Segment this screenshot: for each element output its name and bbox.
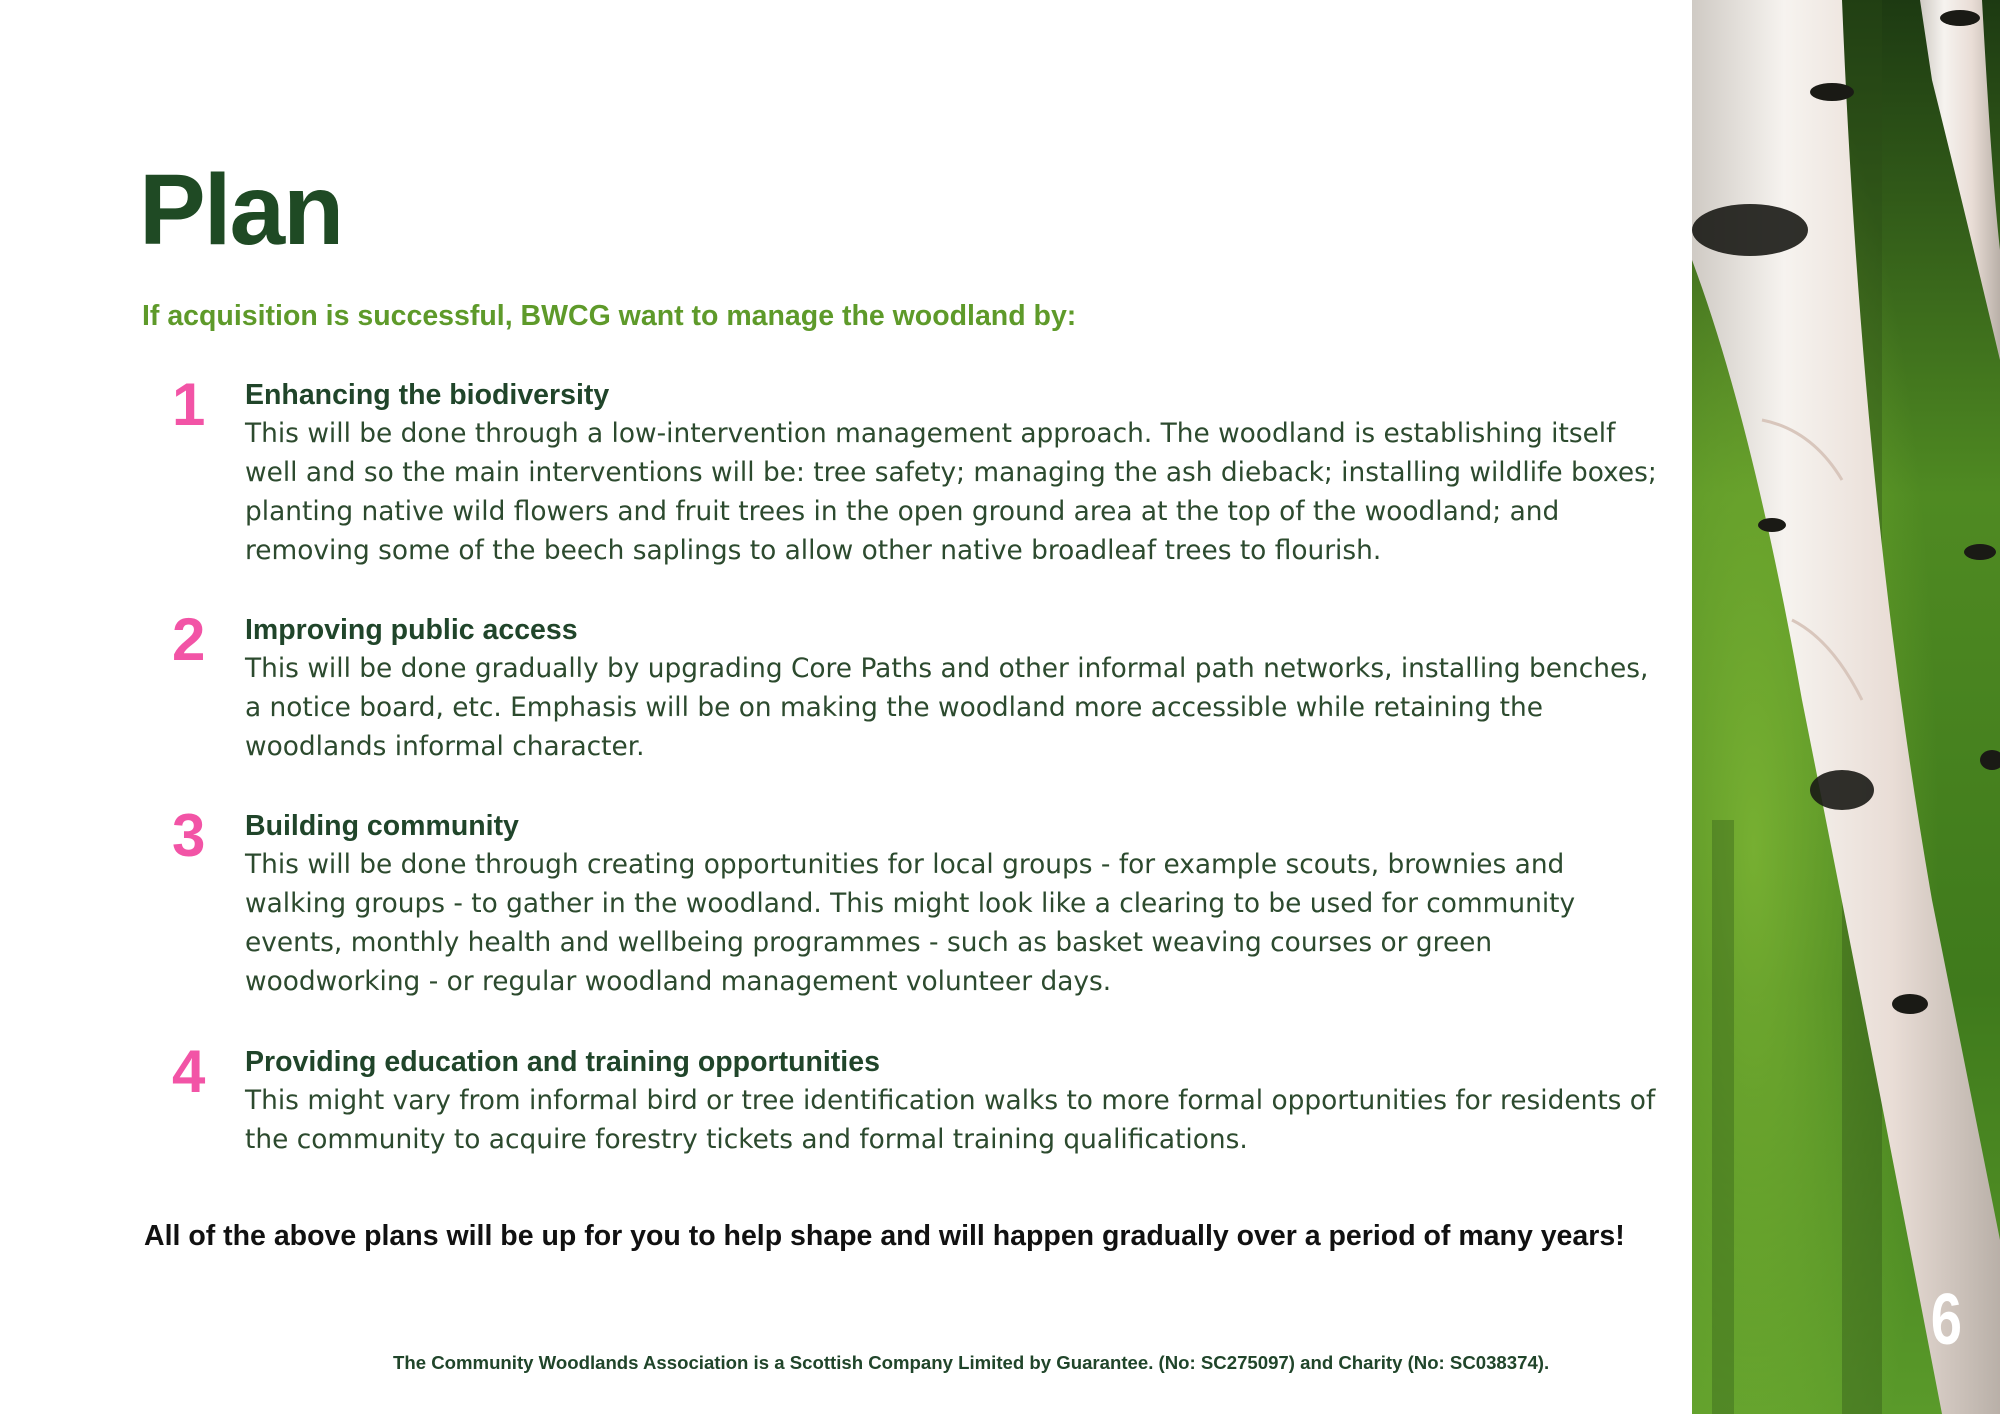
- closing-statement: All of the above plans will be up for you to help shape and will happen gradually over a period of many years!: [144, 1220, 1625, 1252]
- page-subtitle: If acquisition is successful, BWCG want to manage the woodland by:: [142, 300, 1077, 332]
- birch-tree-photo: [1692, 0, 2000, 1414]
- item-body: This will be done through creating opportunities for local groups - for example scouts, brownies and walking groups - to gather in the woodland. This might look like a clearing to be used for community events, monthly health and wellbeing programmes - such as basket weaving courses or green woodworking - or regular woodland management volunteer days.: [245, 849, 1576, 997]
- item-number: 3: [172, 802, 206, 869]
- item-title: Building community: [245, 810, 519, 842]
- item-title: Providing education and training opportunities: [245, 1046, 880, 1078]
- page-title: Plan: [139, 154, 343, 266]
- item-number: 4: [172, 1038, 206, 1105]
- item-body: This will be done through a low-intervention management approach. The woodland is establishing itself well and so the main interventions will be: tree safety; managing the ash dieback; installing wildlife boxes; planting native wild flowers and fruit trees in the open ground area at the top of the woodland; and removing some of the beech saplings to allow other native broadleaf trees to flourish.: [245, 418, 1657, 566]
- item-body: This will be done gradually by upgrading Core Paths and other informal path networks, installing benches, a notice board, etc. Emphasis will be on making the woodland more accessible while retaining the woodlands informal character.: [245, 653, 1649, 762]
- item-number: 2: [172, 606, 206, 673]
- footer-legal-text: The Community Woodlands Association is a Scottish Company Limited by Guarantee. (No: SC275097) and Charity (No: SC038374).: [393, 1352, 1550, 1373]
- item-title: Improving public access: [245, 614, 578, 646]
- item-body: This might vary from informal bird or tree identification walks to more formal opportunities for residents of the community to acquire forestry tickets and formal training qualifications.: [245, 1085, 1656, 1155]
- item-number: 1: [172, 371, 206, 438]
- item-title: Enhancing the biodiversity: [245, 379, 610, 411]
- page-number: 6: [1930, 1280, 1962, 1360]
